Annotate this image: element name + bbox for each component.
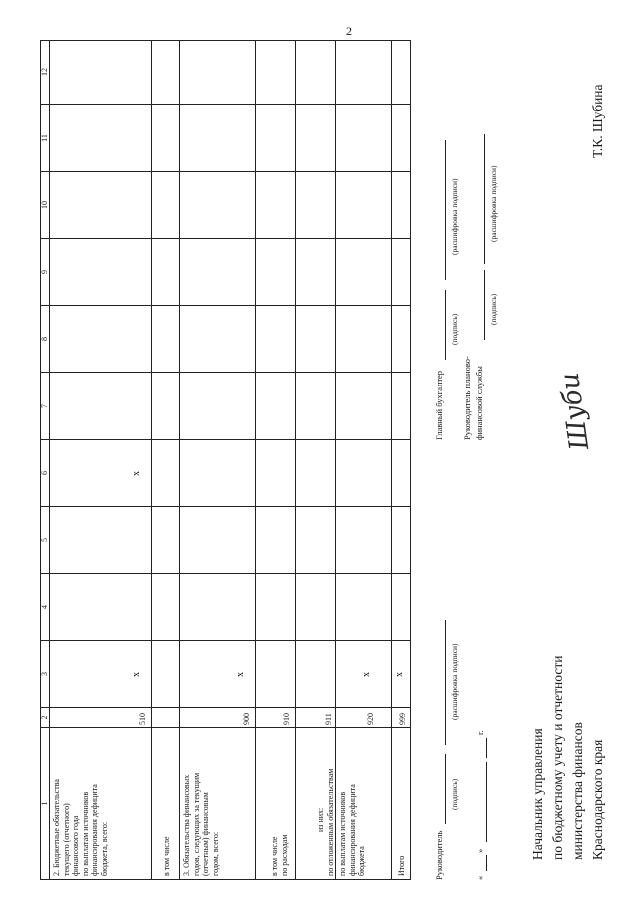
head-label: Руководитель <box>434 830 444 880</box>
date-day-line <box>486 855 487 871</box>
chief-decode-caption: (расшифровка подписи) <box>450 178 459 255</box>
rotated-sheet <box>40 20 620 880</box>
col-header-2: 2 <box>40 708 49 728</box>
head-sign-line <box>445 754 446 824</box>
pfs-decode-caption: (расшифровка подписи) <box>489 165 498 242</box>
page-number: 2 <box>346 24 352 38</box>
col-header-8: 8 <box>40 306 49 373</box>
col-header-4: 4 <box>40 574 49 641</box>
chief-sign-line <box>445 290 446 360</box>
date-month-line <box>486 762 487 842</box>
row-999-col3: x <box>391 641 411 708</box>
pfs-sign-caption: (подпись) <box>489 293 498 325</box>
chief-sign-caption: (подпись) <box>450 313 459 345</box>
col-header-5: 5 <box>40 507 49 574</box>
row-911-code-cell <box>295 708 335 728</box>
date-open-quote: « <box>475 875 485 880</box>
row-510-desc: 2. Бюджетные обязательства текущего (отчетного) финансового года по выплатам источников финансирования дефицита бюджета, всего: <box>49 728 151 880</box>
row-510-col3: x <box>49 641 151 708</box>
row-910-code: 910 <box>282 713 291 725</box>
footer-line-1: Начальник управления <box>530 728 545 860</box>
col-header-6: 6 <box>40 440 49 507</box>
report-table <box>40 40 411 880</box>
col-header-1: 1 <box>40 728 49 880</box>
pfs-decode-line <box>484 134 485 264</box>
pfs-sign-line <box>484 270 485 340</box>
row-910-code-cell <box>255 708 295 728</box>
row-920-desc: по выплатам источников финансирования дефицита бюджета <box>335 728 391 880</box>
head-decode-line <box>445 620 446 745</box>
row-999-code: 999 <box>398 713 407 725</box>
footer-name: Т.К. Шубина <box>590 84 605 158</box>
pfs-head-label-1: Руководитель планово- <box>462 356 472 440</box>
row-920-code-cell <box>335 708 391 728</box>
row-510-col6: x <box>49 440 151 507</box>
row-920-code: 920 <box>366 713 375 725</box>
row-900-desc: 3. Обязательства финансовых годов, следующих за текущим (отчетным) финансовым годом, всего: <box>179 728 255 880</box>
row-510-code: 510 <box>138 713 147 725</box>
col-header-3: 3 <box>40 641 49 708</box>
col-header-12: 12 <box>40 40 49 105</box>
row-999-desc: Итого <box>391 728 411 880</box>
head-sign-caption: (подпись) <box>450 778 459 810</box>
col-header-7: 7 <box>40 373 49 440</box>
row-900-code-cell <box>179 708 255 728</box>
footer-line-3: министерства финансов <box>570 722 585 860</box>
row-900-code: 900 <box>242 713 251 725</box>
handwritten-signature: Шуби <box>554 370 596 452</box>
row-incl-desc: в том числе <box>151 728 179 880</box>
row-900-col3: x <box>179 641 255 708</box>
row-911-code: 911 <box>324 713 333 725</box>
row-510-code-cell <box>49 708 151 728</box>
col-header-9: 9 <box>40 239 49 306</box>
date-year-suffix: г. <box>475 730 485 735</box>
col-header-11: 11 <box>40 105 49 172</box>
head-decode-caption: (расшифровка подписи) <box>450 643 459 720</box>
row-999-code-cell <box>391 708 411 728</box>
chief-decode-line <box>445 140 446 280</box>
row-910-desc: в том числе по расходам <box>255 728 295 880</box>
row-920-col3: x <box>335 641 391 708</box>
footer-line-2: по бюджетному учету и отчетности <box>550 655 565 860</box>
date-close-quote: » <box>475 848 485 853</box>
row-911-desc: из них: по отложенным обязательствам <box>295 728 335 880</box>
col-header-10: 10 <box>40 172 49 239</box>
chief-accountant-label: Главный бухгалтер <box>434 370 444 440</box>
pfs-head-label-2: финансовой службы <box>474 366 484 440</box>
date-year-line <box>486 738 487 758</box>
footer-line-4: Краснодарского края <box>590 739 605 860</box>
